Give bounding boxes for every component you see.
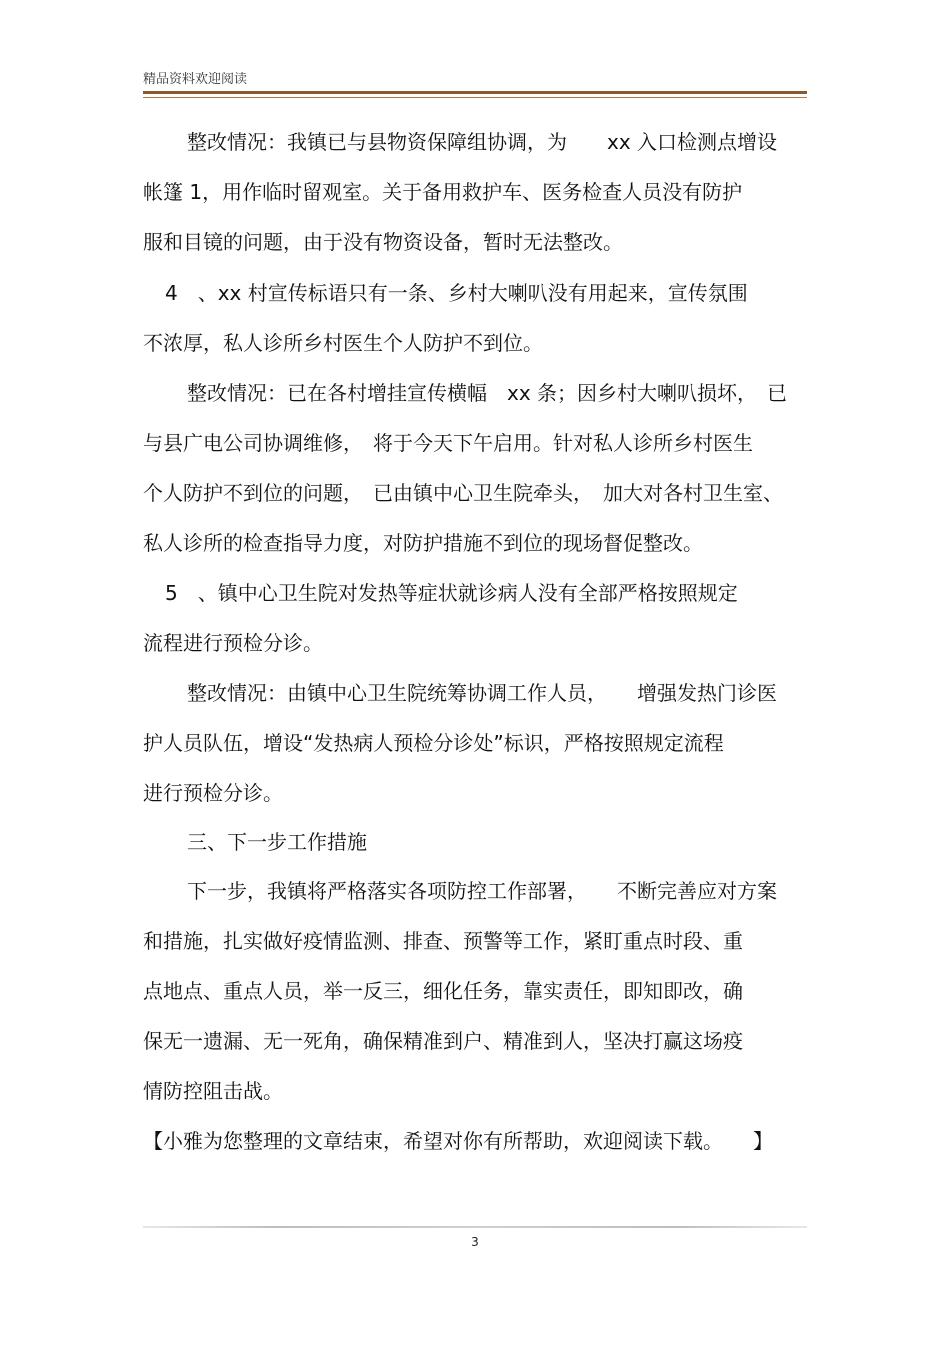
body-line: 服和目镜的问题，由于没有物资设备，暂时无法整改。: [143, 230, 623, 254]
body-line: 不浓厚，私人诊所乡村医生个人防护不到位。: [143, 331, 543, 355]
body-line: 整改情况：我镇已与县物资保障组协调，为 xx 入口检测点增设: [187, 130, 778, 154]
body-line: 个人防护不到位的问题， 已由镇中心卫生院牵头， 加大对各村卫生室、: [143, 481, 783, 505]
body-line: 整改情况：已在各村增挂宣传横幅 xx 条；因乡村大喇叭损坏， 已: [187, 381, 788, 405]
header-rule-thin: [143, 97, 807, 98]
body-line: 流程进行预检分诊。: [143, 631, 323, 655]
body-line: 下一步，我镇将严格落实各项防控工作部署， 不断完善应对方案: [187, 879, 777, 903]
body-line: 5 、镇中心卫生院对发热等症状就诊病人没有全部严格按照规定: [165, 581, 738, 605]
section-heading: 三、下一步工作措施: [187, 830, 367, 854]
body-line: 保无一遗漏、无一死角，确保精准到户、精准到人，坚决打赢这场疫: [143, 1029, 743, 1053]
body-line: 整改情况：由镇中心卫生院统筹协调工作人员， 增强发热门诊医: [187, 681, 777, 705]
body-line: 点地点、重点人员，举一反三，细化任务，靠实责任，即知即改，确: [143, 979, 743, 1003]
page-number: 3: [471, 1235, 479, 1249]
body-line: 与县广电公司协调维修， 将于今天下午启用。针对私人诊所乡村医生: [143, 431, 753, 455]
body-line: 帐篷 1，用作临时留观室。关于备用救护车、医务检查人员没有防护: [143, 180, 743, 204]
header-rule-thick: [143, 91, 807, 94]
body-line: 和措施，扎实做好疫情监测、排查、预警等工作，紧盯重点时段、重: [143, 929, 743, 953]
body-line: 私人诊所的检查指导力度，对防护措施不到位的现场督促整改。: [143, 531, 703, 555]
body-line: 进行预检分诊。: [143, 781, 283, 805]
page-header-title: 精品资料欢迎阅读: [143, 72, 248, 87]
body-line: 4 、xx 村宣传标语只有一条、乡村大喇叭没有用起来，宣传氛围: [165, 281, 748, 305]
footer-rule: [143, 1226, 807, 1228]
body-line: 情防控阻击战。: [143, 1079, 283, 1103]
body-line: 护人员队伍，增设“发热病人预检分诊处”标识，严格按照规定流程: [143, 731, 724, 755]
closing-note: 【小雅为您整理的文章结束，希望对你有所帮助，欢迎阅读下载。 】: [143, 1129, 773, 1153]
